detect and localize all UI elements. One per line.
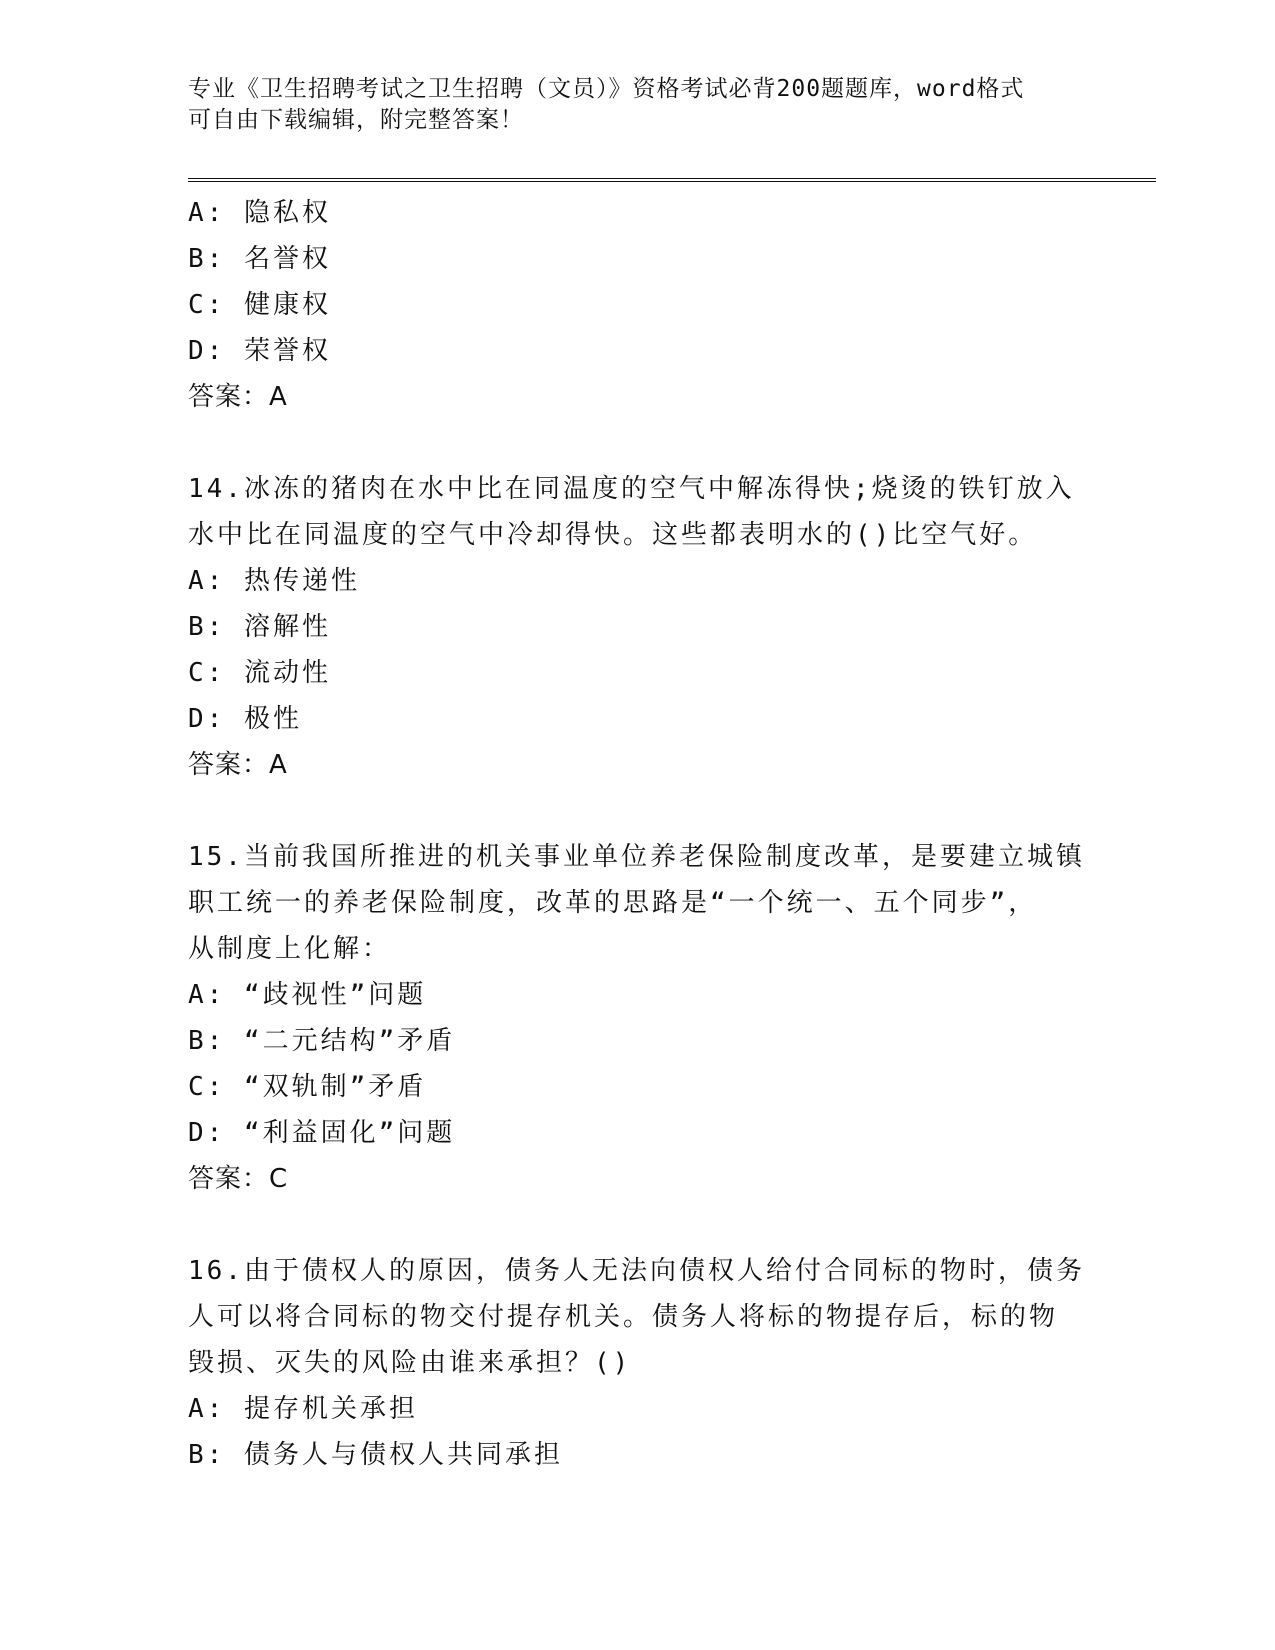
option-b: B: 债务人与债权人共同承担 — [188, 1440, 563, 1470]
option-a: A: 隐私权 — [188, 198, 331, 228]
option-a: A: 热传递性 — [188, 566, 360, 596]
question-stem-line: 职工统一的养老保险制度，改革的思路是“一个统一、五个同步”， — [188, 888, 1038, 918]
question-13 — [188, 190, 1088, 420]
question-14 — [188, 466, 1088, 788]
question-stem-line: 14.冰冻的猪肉在水中比在同温度的空气中解冻得快;烧烫的铁钉放入 — [188, 474, 1075, 504]
question-stem-line: 从制度上化解： — [188, 934, 392, 964]
header-line-2: 可自由下载编辑，附完整答案！ — [188, 107, 524, 133]
question-stem-line: 人可以将合同标的物交付提存机关。债务人将标的物提存后，标的物 — [188, 1302, 1059, 1332]
question-stem-line: 15.当前我国所推进的机关事业单位养老保险制度改革，是要建立城镇 — [188, 842, 1085, 872]
spacer — [188, 1202, 1088, 1248]
option-d: D: 极性 — [188, 704, 302, 734]
question-stem-line: 16.由于债权人的原因，债务人无法向债权人给付合同标的物时，债务 — [188, 1256, 1085, 1286]
option-d: D: “利益固化”问题 — [188, 1118, 456, 1148]
question-15 — [188, 834, 1088, 1202]
answer: 答案：A — [188, 382, 288, 412]
option-c: C: 健康权 — [188, 290, 331, 320]
option-a: A: 提存机关承担 — [188, 1394, 418, 1424]
option-b: B: 名誉权 — [188, 244, 331, 274]
document-header — [188, 74, 1088, 136]
spacer — [188, 420, 1088, 466]
answer: 答案：C — [188, 1164, 289, 1194]
header-divider — [188, 178, 1156, 182]
option-d: D: 荣誉权 — [188, 336, 331, 366]
question-stem-line: 毁损、灭失的风险由谁来承担？() — [188, 1348, 632, 1378]
answer: 答案：A — [188, 750, 288, 780]
option-a: A: “歧视性”问题 — [188, 980, 427, 1010]
question-16 — [188, 1248, 1088, 1478]
header-line-1: 专业《卫生招聘考试之卫生招聘（文员）》资格考试必背200题题库，word格式 — [188, 76, 1025, 102]
option-c: C: 流动性 — [188, 658, 331, 688]
spacer — [188, 788, 1088, 834]
question-stem-line: 水中比在同温度的空气中冷却得快。这些都表明水的()比空气好。 — [188, 520, 1038, 550]
option-b: B: 溶解性 — [188, 612, 331, 642]
option-c: C: “双轨制”矛盾 — [188, 1072, 427, 1102]
option-b: B: “二元结构”矛盾 — [188, 1026, 456, 1056]
question-list — [188, 190, 1088, 1478]
